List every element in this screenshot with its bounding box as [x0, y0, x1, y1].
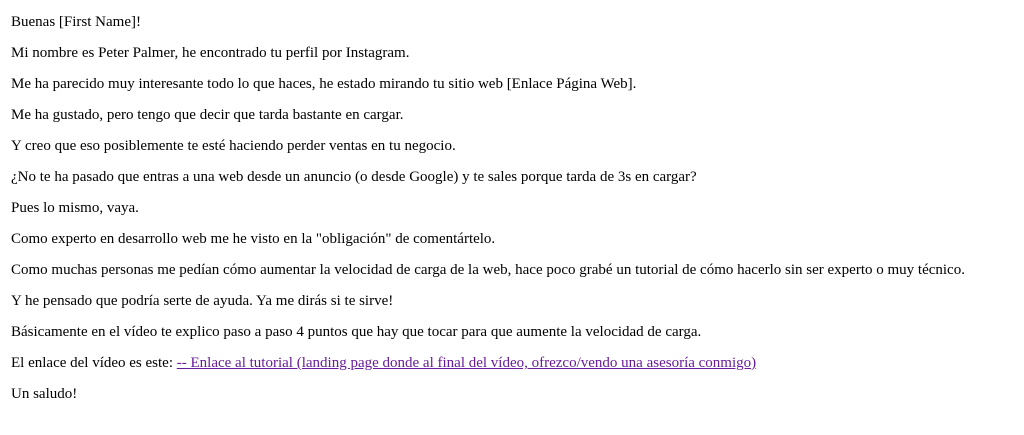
website-line: Me ha parecido muy interesante todo lo que haces, he estado mirando tu sitio web [Enlace Página Web].	[11, 76, 637, 92]
video-explanation-line: Básicamente en el vídeo te explico paso a paso 4 puntos que hay que tocar para que aumente la velocidad de carga.	[11, 324, 702, 340]
video-link-prefix: El enlace del vídeo es este:	[11, 355, 177, 371]
video-link-line	[11, 348, 1024, 379]
expert-line: Como experto en desarrollo web me he visto en la "obligación" de comentártelo.	[11, 231, 496, 247]
tutorial-line: Como muchas personas me pedían cómo aumentar la velocidad de carga de la web, hace poco grabé un tutorial de cómo hacerlo sin ser experto o muy técnico.	[11, 262, 965, 278]
same-line: Pues lo mismo, vaya.	[11, 200, 139, 216]
signoff-line: Un saludo!	[11, 386, 78, 402]
help-line: Y he pensado que podría serte de ayuda. Ya me dirás si te sirve!	[11, 293, 394, 309]
intro-line: Mi nombre es Peter Palmer, he encontrado tu perfil por Instagram.	[11, 45, 410, 61]
liked-line: Me ha gustado, pero tengo que decir que tarda bastante en cargar.	[11, 107, 404, 123]
tutorial-link[interactable]: -- Enlace al tutorial (landing page donde al final del vídeo, ofrezco/vendo una asesoría conmigo)	[176, 355, 757, 371]
question-line: ¿No te ha pasado que entras a una web desde un anuncio (o desde Google) y te sales porque tarda de 3s en cargar?	[11, 169, 697, 185]
sales-line: Y creo que eso posiblemente te esté haciendo perder ventas en tu negocio.	[11, 138, 456, 154]
greeting-line: Buenas [First Name]!	[11, 14, 141, 30]
